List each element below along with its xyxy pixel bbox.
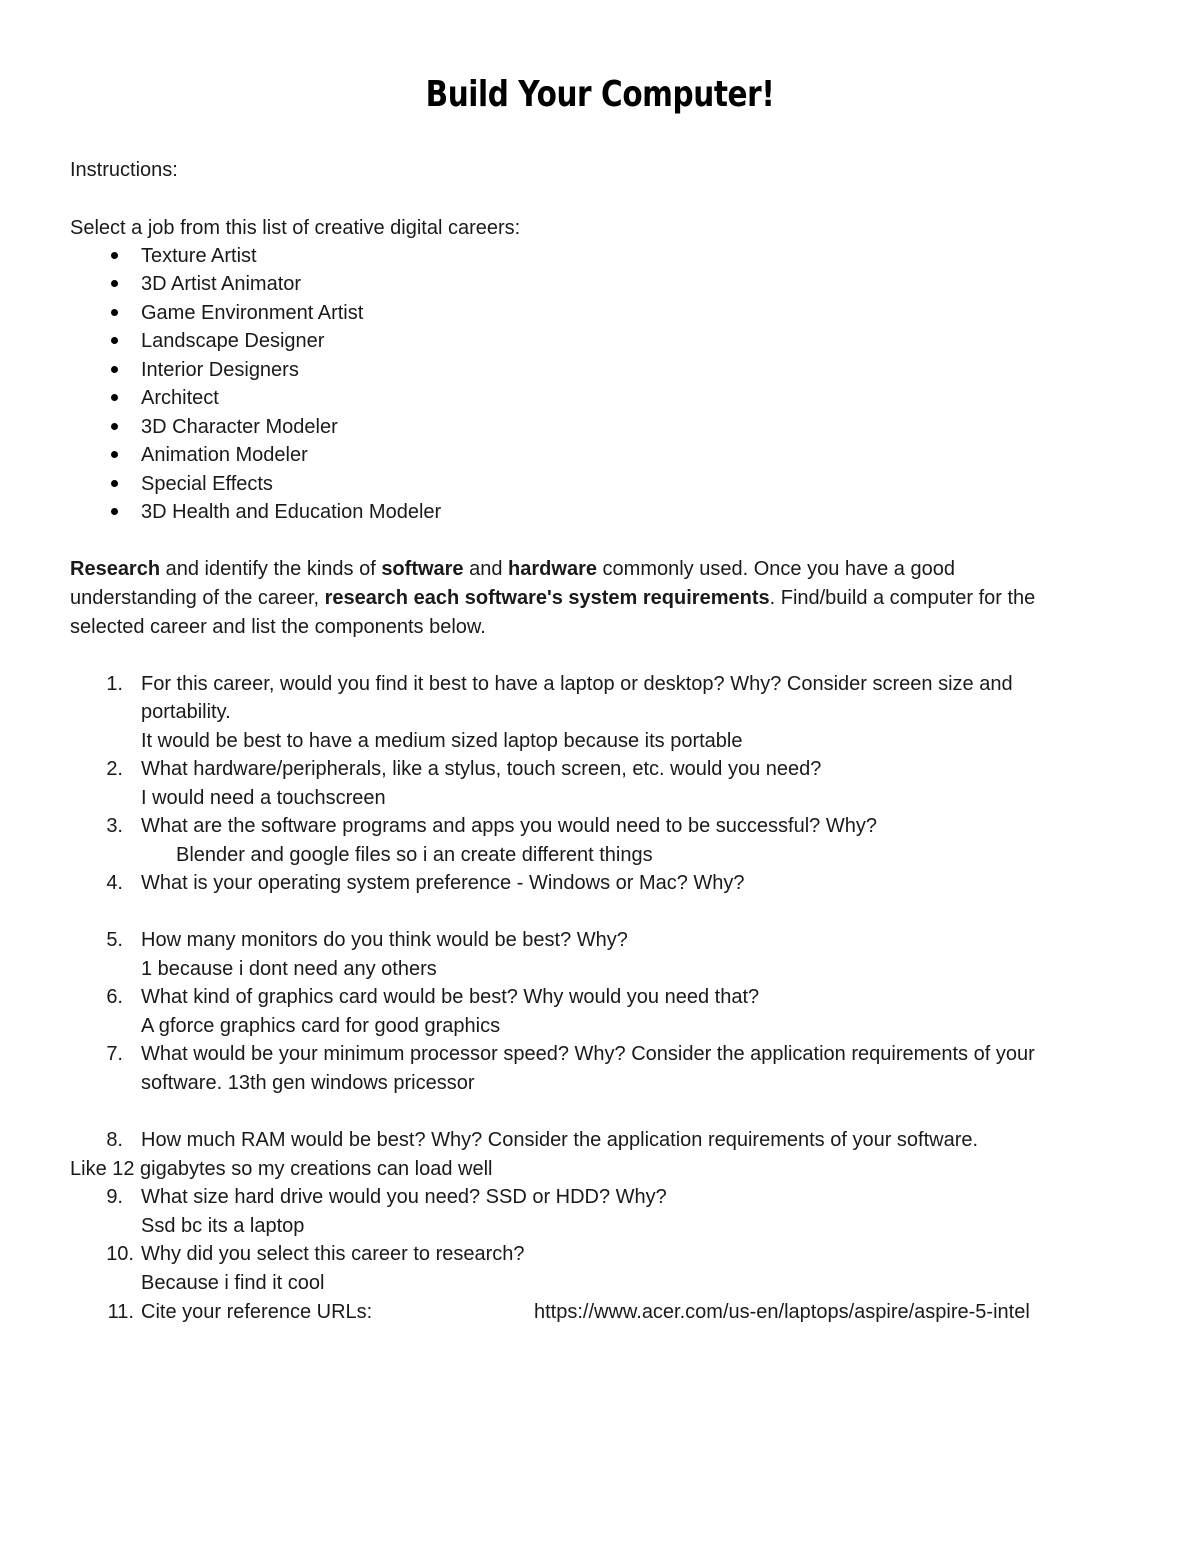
answer-2: I would need a touchscreen — [141, 787, 386, 809]
question-7: What would be your minimum processor speed? Why? Consider the application requirements of your — [141, 1043, 1035, 1065]
question-number: 7. — [106, 1043, 123, 1065]
bullet-icon — [111, 366, 118, 373]
question-11: Cite your reference URLs: — [141, 1301, 373, 1323]
answer-5: 1 because i dont need any others — [141, 958, 437, 980]
select-intro: Select a job from this list of creative digital careers: — [70, 217, 521, 239]
bullet-icon — [111, 337, 118, 344]
research-text: understanding of the career, — [70, 587, 325, 609]
research-text: and — [463, 558, 509, 580]
answer-3: Blender and google files so i an create different things — [176, 844, 653, 866]
question-number: 1. — [106, 673, 123, 695]
bullet-icon — [111, 508, 118, 515]
bullet-icon — [111, 480, 118, 487]
bullet-icon — [111, 309, 118, 316]
question-number: 8. — [106, 1129, 123, 1151]
bullet-icon — [111, 394, 118, 401]
bullet-icon — [111, 252, 118, 259]
list-item: Interior Designers — [141, 359, 299, 381]
list-item: Texture Artist — [141, 245, 257, 267]
research-text: commonly used. Once you have a good — [596, 558, 955, 580]
question-3: What are the software programs and apps you would need to be successful? Why? — [141, 815, 877, 837]
question-number: 10. — [106, 1243, 134, 1265]
page-title: Build Your Computer! — [425, 74, 775, 115]
answer-6: A gforce graphics card for good graphics — [141, 1015, 501, 1037]
reference-url: https://www.acer.com/us-en/laptops/aspire/aspire-5-intel — [534, 1301, 1030, 1323]
research-paragraph-line-2 — [70, 586, 1035, 610]
question-10: Why did you select this career to research? — [141, 1243, 525, 1265]
research-paragraph-line-3: selected career and list the components below. — [70, 616, 486, 638]
question-number: 2. — [106, 758, 123, 780]
list-item: Special Effects — [141, 473, 273, 495]
research-text: and identify the kinds of — [160, 558, 382, 580]
question-number: 11. — [107, 1301, 134, 1323]
system-requirements-keyword: research each software's system requirements — [324, 587, 770, 609]
bullet-icon — [111, 423, 118, 430]
list-item: Game Environment Artist — [141, 302, 364, 324]
research-keyword: Research — [70, 558, 161, 580]
question-8: How much RAM would be best? Why? Consider the application requirements of your software. — [141, 1129, 979, 1151]
answer-9: Ssd bc its a laptop — [141, 1215, 305, 1237]
question-number: 4. — [106, 872, 123, 894]
answer-1: It would be best to have a medium sized laptop because its portable — [141, 730, 743, 752]
question-9: What size hard drive would you need? SSD or HDD? Why? — [141, 1186, 667, 1208]
question-number: 3. — [106, 815, 123, 837]
question-number: 9. — [106, 1186, 123, 1208]
instructions-label: Instructions: — [70, 159, 178, 181]
bullet-icon — [111, 451, 118, 458]
hardware-keyword: hardware — [508, 558, 597, 580]
question-4: What is your operating system preference - Windows or Mac? Why? — [141, 872, 745, 894]
question-7-answer: software. 13th gen windows pricessor — [141, 1072, 475, 1094]
software-keyword: software — [381, 558, 464, 580]
question-5: How many monitors do you think would be best? Why? — [141, 929, 628, 951]
research-paragraph-line-1 — [70, 557, 955, 581]
answer-8: Like 12 gigabytes so my creations can load well — [70, 1158, 493, 1180]
question-number: 6. — [106, 986, 123, 1008]
answer-10: Because i find it cool — [141, 1272, 325, 1294]
list-item: 3D Artist Animator — [141, 273, 302, 295]
question-6: What kind of graphics card would be best? Why would you need that? — [141, 986, 760, 1008]
list-item: 3D Character Modeler — [141, 416, 338, 438]
bullet-icon — [111, 280, 118, 287]
list-item: Animation Modeler — [141, 444, 308, 466]
list-item: Architect — [141, 387, 219, 409]
research-text: . Find/build a computer for the — [769, 587, 1036, 609]
question-1: For this career, would you find it best to have a laptop or desktop? Why? Consider screen size and — [141, 673, 1013, 695]
list-item: 3D Health and Education Modeler — [141, 501, 442, 523]
question-number: 5. — [106, 929, 123, 951]
question-2: What hardware/peripherals, like a stylus, touch screen, etc. would you need? — [141, 758, 822, 780]
question-1-cont: portability. — [141, 701, 231, 723]
list-item: Landscape Designer — [141, 330, 325, 352]
